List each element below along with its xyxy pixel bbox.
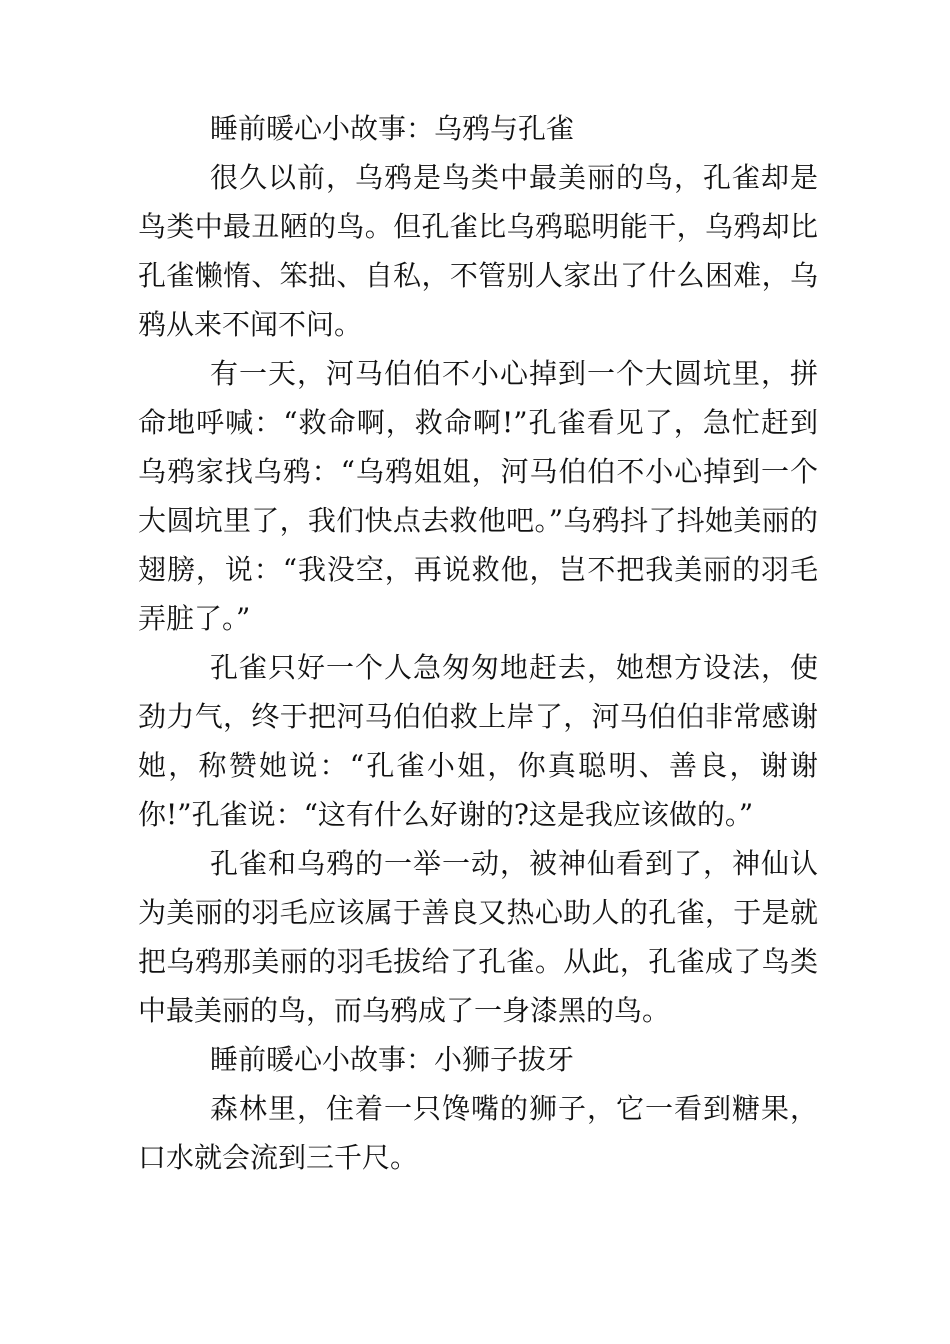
paragraph-peacock-rescues: 孔雀只好一个人急匆匆地赶去，她想方设法，使劲力气，终于把河马伯伯救上岸了，河马伯伯非常感谢她，称赞她说：“孔雀小姐，你真聪明、善良，谢谢你!”孔雀说：“这有什么好谢的?这是我应该做的。”	[138, 651, 818, 831]
paragraph-feathers-given: 孔雀和乌鸦的一举一动，被神仙看到了，神仙认为美丽的羽毛应该属于善良又热心助人的孔雀，于是就把乌鸦那美丽的羽毛拔给了孔雀。从此，孔雀成了鸟类中最美丽的鸟，而乌鸦成了一身漆黑的鸟。	[138, 847, 818, 1027]
story-heading-crow-peacock: 睡前暖心小故事：乌鸦与孔雀	[210, 112, 575, 145]
document-body	[138, 104, 818, 1182]
paragraph-hippo-falls: 有一天，河马伯伯不小心掉到一个大圆坑里，拼命地呼喊：“救命啊，救命啊!”孔雀看见了，急忙赶到乌鸦家找乌鸦：“乌鸦姐姐，河马伯伯不小心掉到一个大圆坑里了，我们快点去救他吧。”乌鸦抖了抖她美丽的翅膀，说：“我没空，再说救他，岂不把我美丽的羽毛弄脏了。”	[138, 357, 818, 635]
paragraph-lion-intro: 森林里，住着一只馋嘴的狮子，它一看到糖果，口水就会流到三千尺。	[138, 1092, 818, 1174]
story-heading-little-lion: 睡前暖心小故事：小狮子拔牙	[210, 1043, 575, 1076]
paragraph-intro: 很久以前，乌鸦是鸟类中最美丽的鸟，孔雀却是鸟类中最丑陋的鸟。但孔雀比乌鸦聪明能干，乌鸦却比孔雀懒惰、笨拙、自私，不管别人家出了什么困难，乌鸦从来不闻不问。	[138, 161, 818, 341]
